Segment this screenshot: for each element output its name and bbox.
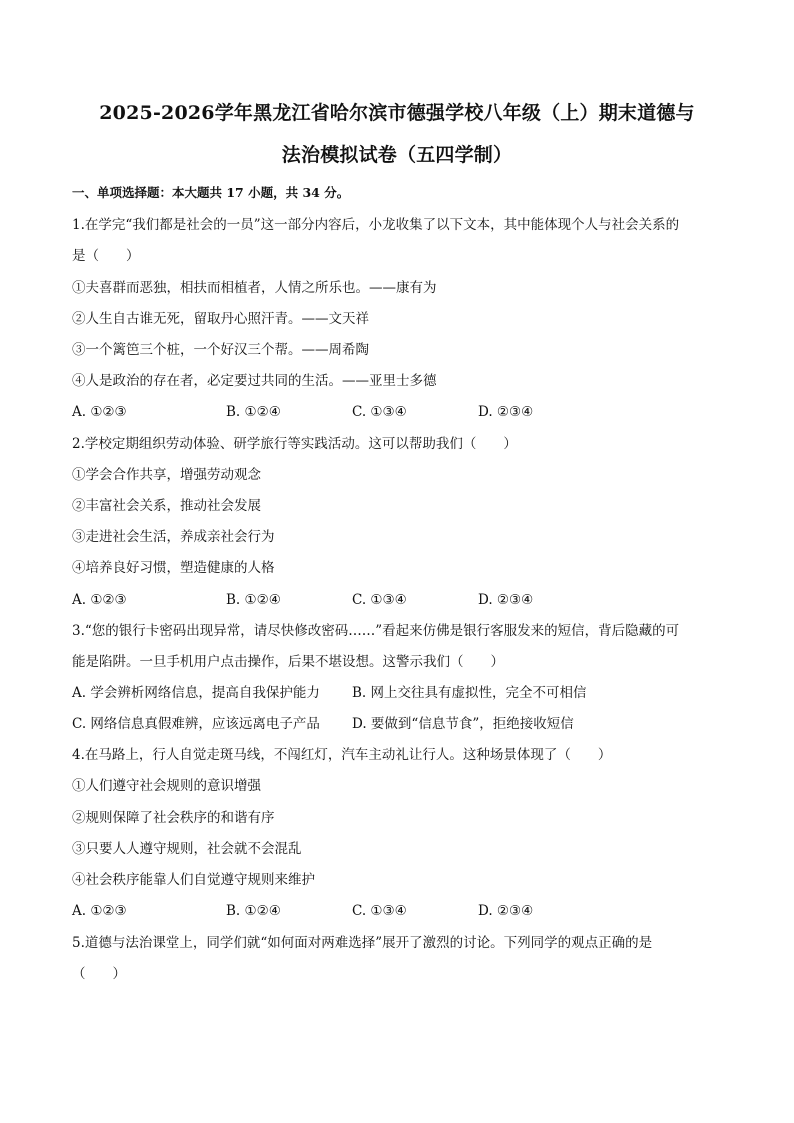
q1-stem-line-1: 1.在学完“我们都是社会的一员”这一部分内容后，小龙收集了以下文本，其中能体现个人与社会关系的 [72, 217, 680, 233]
q4-item-3: ③只要人人遵守规则，社会就不会混乱 [72, 841, 302, 857]
q2-option-c[interactable]: C. ①③④ [352, 592, 407, 608]
q1-option-d[interactable]: D. ②③④ [478, 404, 534, 420]
q3-option-b[interactable]: B. 网上交往具有虚拟性，完全不可相信 [352, 685, 587, 701]
q1-item-4: ④人是政治的存在者，必定要过共同的生活。——亚里士多德 [72, 373, 437, 389]
q4-stem-line-1: 4.在马路上，行人自觉走斑马线，不闯红灯，汽车主动礼让行人。这种场景体现了（ ） [72, 747, 612, 763]
exam-title-line-2: 法治模拟试卷（五四学制） [281, 144, 513, 166]
q3-options-row-1 [72, 687, 722, 703]
q3-options-row-2 [72, 718, 722, 734]
q3-stem-line-1: 3.“您的银行卡密码出现异常，请尽快修改密码……”看起来仿佛是银行客服发来的短信，背后隐藏的可 [72, 623, 680, 639]
q2-option-b[interactable]: B. ①②④ [226, 592, 281, 608]
q2-options [72, 594, 722, 610]
section-heading-single-choice: 一、单项选择题：本大题共 17 小题，共 34 分。 [72, 185, 350, 200]
exam-title-line-1: 2025-2026学年黑龙江省哈尔滨市德强学校八年级（上）期末道德与 [99, 102, 695, 124]
q2-item-2: ②丰富社会关系，推动社会发展 [72, 498, 261, 514]
q1-item-1: ①夫喜群而恶独，相扶而相植者，人情之所乐也。——康有为 [72, 280, 437, 296]
q2-option-a[interactable]: A. ①②③ [72, 592, 127, 608]
q3-option-d[interactable]: D. 要做到“信息节食”，拒绝接收短信 [352, 716, 574, 732]
q2-option-d[interactable]: D. ②③④ [478, 592, 534, 608]
q3-stem-line-2: 能是陷阱。一旦手机用户点击操作，后果不堪设想。这警示我们（ ） [72, 654, 504, 670]
q5-stem-line-1: 5.道德与法治课堂上，同学们就“如何面对两难选择”展开了激烈的讨论。下列同学的观点正确的是 [72, 935, 653, 951]
q2-item-1: ①学会合作共享，增强劳动观念 [72, 467, 261, 483]
q1-option-b[interactable]: B. ①②④ [226, 404, 281, 420]
q4-option-d[interactable]: D. ②③④ [478, 903, 534, 919]
q1-options [72, 406, 722, 422]
q3-option-c[interactable]: C. 网络信息真假难辨，应该远离电子产品 [72, 716, 320, 732]
q5-stem-line-2: （ ） [72, 966, 126, 982]
q2-item-4: ④培养良好习惯，塑造健康的人格 [72, 560, 275, 576]
q4-option-c[interactable]: C. ①③④ [352, 903, 407, 919]
q1-item-3: ③一个篱笆三个桩，一个好汉三个帮。——周希陶 [72, 342, 369, 358]
q4-options [72, 905, 722, 921]
q1-item-2: ②人生自古谁无死，留取丹心照汗青。——文天祥 [72, 311, 369, 327]
q4-item-4: ④社会秩序能靠人们自觉遵守规则来维护 [72, 872, 315, 888]
q4-option-a[interactable]: A. ①②③ [72, 903, 127, 919]
q4-option-b[interactable]: B. ①②④ [226, 903, 281, 919]
q4-item-2: ②规则保障了社会秩序的和谐有序 [72, 810, 275, 826]
q3-option-a[interactable]: A. 学会辨析网络信息，提高自我保护能力 [72, 685, 320, 701]
q2-stem-line-1: 2.学校定期组织劳动体验、研学旅行等实践活动。这可以帮助我们（ ） [72, 436, 517, 452]
q2-item-3: ③走进社会生活，养成亲社会行为 [72, 529, 275, 545]
q1-option-a[interactable]: A. ①②③ [72, 404, 127, 420]
q1-stem-line-2: 是（ ） [72, 248, 140, 264]
q1-option-c[interactable]: C. ①③④ [352, 404, 407, 420]
q4-item-1: ①人们遵守社会规则的意识增强 [72, 778, 261, 794]
